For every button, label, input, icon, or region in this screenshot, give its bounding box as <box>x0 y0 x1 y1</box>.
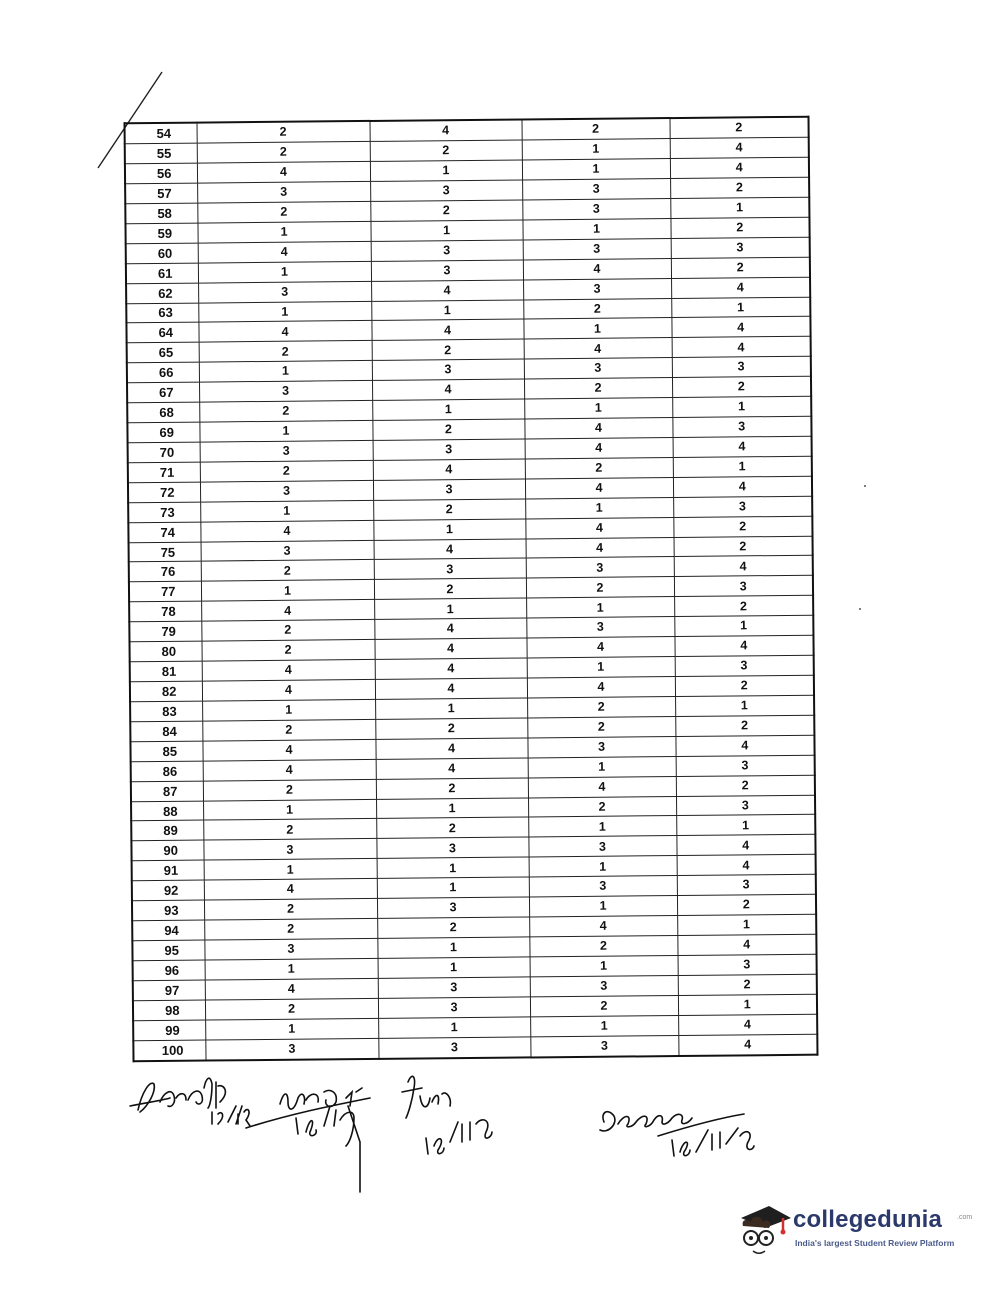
answer-cell: 1 <box>530 1015 678 1036</box>
answer-cell: 3 <box>198 281 371 303</box>
answer-cell: 2 <box>670 217 809 238</box>
answer-cell: 2 <box>530 995 678 1016</box>
answer-cell: 1 <box>677 914 816 935</box>
question-number-cell: 94 <box>132 920 204 941</box>
answer-cell: 3 <box>378 977 530 998</box>
answer-cell: 1 <box>199 420 372 442</box>
answer-cell: 2 <box>674 596 813 617</box>
mascot-graduate-icon <box>735 1196 791 1260</box>
answer-cell: 3 <box>675 655 814 676</box>
answer-cell: 3 <box>199 381 372 403</box>
answer-cell: 4 <box>371 280 523 301</box>
answer-cell: 3 <box>378 997 530 1018</box>
question-number-cell: 97 <box>133 980 205 1001</box>
answer-cell: 3 <box>378 1037 530 1059</box>
answer-cell: 4 <box>523 258 671 279</box>
answer-cell: 4 <box>203 759 376 781</box>
answer-cell: 4 <box>198 241 371 263</box>
answer-cell: 3 <box>672 356 811 377</box>
answer-cell: 1 <box>675 695 814 716</box>
answer-cell: 1 <box>204 859 377 881</box>
answer-cell: 1 <box>377 937 529 958</box>
question-number-cell: 60 <box>126 243 198 264</box>
answer-cell: 3 <box>374 558 526 579</box>
question-number-cell: 86 <box>131 761 203 782</box>
answer-cell: 3 <box>674 576 813 597</box>
answer-cell: 4 <box>374 638 526 659</box>
question-number-cell: 77 <box>129 581 201 602</box>
logo-domain-suffix: .com <box>957 1214 973 1221</box>
answer-cell: 1 <box>530 955 678 976</box>
question-number-cell: 72 <box>128 482 200 503</box>
answer-cell: 3 <box>528 836 676 857</box>
question-number-cell: 100 <box>133 1040 205 1062</box>
answer-cell: 4 <box>671 317 810 338</box>
answer-cell: 4 <box>525 477 673 498</box>
question-number-cell: 55 <box>125 143 197 164</box>
answer-cell: 3 <box>371 260 523 281</box>
answer-cell: 3 <box>530 975 678 996</box>
answer-cell: 1 <box>529 856 677 877</box>
answer-cell: 1 <box>522 139 670 160</box>
answer-cell: 2 <box>675 675 814 696</box>
question-number-cell: 68 <box>127 402 199 423</box>
answer-cell: 1 <box>671 297 810 318</box>
answer-cell: 3 <box>204 938 377 960</box>
answer-cell: 4 <box>374 618 526 639</box>
answer-cell: 2 <box>669 117 808 139</box>
answer-cell: 4 <box>201 600 374 622</box>
answer-cell: 3 <box>523 238 671 259</box>
answer-cell: 2 <box>672 376 811 397</box>
answer-cell: 4 <box>673 436 812 457</box>
answer-cell: 4 <box>676 835 815 856</box>
answer-cell: 2 <box>204 899 377 921</box>
question-number-cell: 93 <box>132 900 204 921</box>
answer-cell: 4 <box>375 658 527 679</box>
signature-2 <box>246 1088 370 1128</box>
answer-cell: 2 <box>527 696 675 717</box>
answer-cell: 2 <box>677 894 816 915</box>
logo-tagline: India's largest Student Review Platform <box>795 1238 955 1248</box>
answer-cell: 2 <box>673 516 812 537</box>
answer-cell: 3 <box>524 358 672 379</box>
answer-cell: 2 <box>370 140 522 161</box>
answer-cell: 3 <box>203 839 376 861</box>
question-number-cell: 90 <box>131 840 203 861</box>
answer-cell: 1 <box>200 500 373 522</box>
answer-cell: 3 <box>523 278 671 299</box>
answer-cell: 2 <box>529 936 677 957</box>
answer-cell: 2 <box>203 819 376 841</box>
answer-cell: 2 <box>201 620 374 642</box>
answer-cell: 4 <box>678 1014 817 1035</box>
answer-cell: 4 <box>525 438 673 459</box>
answer-cell: 4 <box>529 916 677 937</box>
answer-cell: 4 <box>527 677 675 698</box>
question-number-cell: 57 <box>125 183 197 204</box>
answer-cell: 1 <box>371 299 523 320</box>
answer-cell: 4 <box>202 679 375 701</box>
answer-cell: 1 <box>678 994 817 1015</box>
question-number-cell: 80 <box>129 641 201 662</box>
answer-cell: 1 <box>205 958 378 980</box>
question-number-cell: 73 <box>128 502 200 523</box>
answer-cell: 1 <box>670 197 809 218</box>
answer-cell: 4 <box>373 459 525 480</box>
answer-cell: 3 <box>370 180 522 201</box>
signature-1 <box>130 1078 225 1112</box>
answer-cell: 2 <box>370 200 522 221</box>
answer-cell: 4 <box>370 119 522 141</box>
question-number-cell: 75 <box>129 542 201 563</box>
answer-cell: 2 <box>525 457 673 478</box>
answer-cell: 1 <box>522 218 670 239</box>
question-number-cell: 74 <box>128 522 200 543</box>
answer-cell: 1 <box>373 519 525 540</box>
question-number-cell: 70 <box>128 442 200 463</box>
question-number-cell: 67 <box>127 382 199 403</box>
question-number-cell: 63 <box>126 303 198 324</box>
answer-cell: 4 <box>204 879 377 901</box>
answer-cell: 2 <box>373 499 525 520</box>
answer-cell: 3 <box>377 897 529 918</box>
answer-cell: 1 <box>523 318 671 339</box>
answer-cell: 2 <box>377 917 529 938</box>
answer-cell: 2 <box>372 339 524 360</box>
question-number-cell: 82 <box>130 681 202 702</box>
answer-cell: 3 <box>205 1038 378 1061</box>
answer-cell: 1 <box>198 261 371 283</box>
answer-cell: 1 <box>199 361 372 383</box>
answer-cell: 2 <box>526 577 674 598</box>
answer-cell: 1 <box>672 396 811 417</box>
answer-cell: 2 <box>204 918 377 940</box>
question-number-cell: 69 <box>127 422 199 443</box>
handwritten-signatures <box>120 1062 800 1202</box>
answer-cell: 4 <box>375 738 527 759</box>
answer-cell: 2 <box>376 778 528 799</box>
answer-cell: 3 <box>676 795 815 816</box>
answer-cell: 3 <box>530 1035 678 1057</box>
answer-key-table <box>124 116 819 1063</box>
answer-cell: 4 <box>675 735 814 756</box>
signature-4 <box>600 1112 744 1136</box>
answer-cell: 3 <box>522 198 670 219</box>
answer-cell: 3 <box>529 876 677 897</box>
answer-cell: 2 <box>201 640 374 662</box>
answer-cell: 4 <box>673 476 812 497</box>
question-number-cell: 78 <box>129 601 201 622</box>
answer-cell: 4 <box>674 635 813 656</box>
collegedunia-logo <box>735 1196 973 1266</box>
question-number-cell: 61 <box>126 263 198 284</box>
answer-cell: 3 <box>522 179 670 200</box>
answer-cell: 2 <box>676 775 815 796</box>
answer-cell: 1 <box>522 159 670 180</box>
question-number-cell: 83 <box>130 701 202 722</box>
answer-cell: 2 <box>678 974 817 995</box>
answer-cell: 4 <box>198 321 371 343</box>
signature-2-date <box>296 1106 360 1192</box>
answer-cell: 2 <box>528 796 676 817</box>
answer-cell: 4 <box>524 338 672 359</box>
question-number-cell: 88 <box>131 801 203 822</box>
answer-cell: 4 <box>677 934 816 955</box>
answer-cell: 3 <box>526 617 674 638</box>
answer-cell: 3 <box>201 540 374 562</box>
question-number-cell: 84 <box>130 721 202 742</box>
question-number-cell: 58 <box>125 203 197 224</box>
question-number-cell: 96 <box>133 960 205 981</box>
question-number-cell: 71 <box>128 462 200 483</box>
answer-cell: 4 <box>671 277 810 298</box>
answer-cell: 1 <box>377 857 529 878</box>
answer-cell: 1 <box>202 699 375 721</box>
answer-cell: 3 <box>373 439 525 460</box>
signature-4-date <box>672 1128 754 1156</box>
answer-cell: 2 <box>671 257 810 278</box>
answer-cell: 4 <box>205 978 378 1000</box>
answer-cell: 2 <box>375 718 527 739</box>
answer-cell: 4 <box>526 637 674 658</box>
question-number-cell: 65 <box>127 342 199 363</box>
question-number-cell: 62 <box>126 283 198 304</box>
answer-cell: 4 <box>670 157 809 178</box>
answer-cell: 2 <box>524 378 672 399</box>
answer-cell: 1 <box>674 615 813 636</box>
answer-cell: 2 <box>527 716 675 737</box>
answer-cell: 3 <box>526 557 674 578</box>
question-number-cell: 92 <box>132 880 204 901</box>
answer-cell: 4 <box>672 337 811 358</box>
signature-block <box>120 1062 800 1202</box>
answer-cell: 2 <box>523 298 671 319</box>
question-number-cell: 95 <box>132 940 204 961</box>
answer-key-sheet <box>124 116 817 1063</box>
answer-cell: 4 <box>202 660 375 682</box>
answer-cell: 1 <box>376 797 528 818</box>
question-number-cell: 79 <box>129 621 201 642</box>
answer-cell: 4 <box>375 678 527 699</box>
answer-cell: 4 <box>526 537 674 558</box>
answer-cell: 4 <box>670 137 809 158</box>
answer-cell: 1 <box>197 221 370 243</box>
answer-cell: 2 <box>201 560 374 582</box>
question-number-cell: 87 <box>131 781 203 802</box>
answer-cell: 2 <box>374 578 526 599</box>
answer-cell: 2 <box>200 460 373 482</box>
question-number-cell: 85 <box>130 741 202 762</box>
answer-cell: 2 <box>675 715 814 736</box>
answer-cell: 1 <box>526 597 674 618</box>
logo-wordmark: collegedunia <box>793 1206 943 1233</box>
answer-cell: 1 <box>370 160 522 181</box>
answer-cell: 3 <box>678 954 817 975</box>
answer-cell: 2 <box>205 998 378 1020</box>
question-number-cell: 54 <box>125 123 197 144</box>
answer-cell: 2 <box>674 536 813 557</box>
question-number-cell: 64 <box>126 323 198 344</box>
answer-cell: 1 <box>201 580 374 602</box>
question-number-cell: 89 <box>131 821 203 842</box>
answer-cell: 2 <box>376 817 528 838</box>
answer-cell: 3 <box>671 237 810 258</box>
answer-cell: 2 <box>372 419 524 440</box>
question-number-cell: 81 <box>130 661 202 682</box>
question-number-cell: 99 <box>133 1020 205 1041</box>
answer-cell: 1 <box>529 896 677 917</box>
signature-1-date <box>212 1106 250 1126</box>
answer-cell: 2 <box>197 142 370 164</box>
signature-3-date <box>426 1120 492 1154</box>
answer-cell: 4 <box>674 556 813 577</box>
question-number-cell: 56 <box>125 163 197 184</box>
answer-cell: 2 <box>199 341 372 363</box>
answer-cell: 4 <box>678 1034 817 1056</box>
answer-cell: 2 <box>521 118 669 140</box>
answer-cell: 1 <box>524 398 672 419</box>
answer-cell: 1 <box>198 301 371 323</box>
answer-cell: 4 <box>376 758 528 779</box>
question-number-cell: 91 <box>132 860 204 881</box>
answer-cell: 3 <box>197 181 370 203</box>
answer-cell: 2 <box>203 779 376 801</box>
answer-cell: 3 <box>373 479 525 500</box>
answer-cell: 1 <box>374 598 526 619</box>
answer-cell: 1 <box>377 877 529 898</box>
answer-cell: 1 <box>525 497 673 518</box>
question-number-cell: 98 <box>133 1000 205 1021</box>
answer-cell: 1 <box>673 456 812 477</box>
answer-cell: 4 <box>202 739 375 761</box>
answer-cell: 3 <box>200 440 373 462</box>
question-number-cell: 59 <box>125 223 197 244</box>
answer-cell: 4 <box>200 520 373 542</box>
answer-cell: 2 <box>670 177 809 198</box>
answer-cell: 3 <box>527 736 675 757</box>
answer-cell: 4 <box>528 776 676 797</box>
answer-cell: 2 <box>202 719 375 741</box>
answer-cell: 4 <box>524 418 672 439</box>
answer-cell: 1 <box>527 657 675 678</box>
answer-cell: 2 <box>199 401 372 423</box>
signature-3 <box>402 1076 450 1118</box>
answer-cell: 4 <box>677 855 816 876</box>
answer-cell: 1 <box>378 957 530 978</box>
answer-cell: 1 <box>375 698 527 719</box>
question-number-cell: 66 <box>127 362 199 383</box>
answer-cell: 4 <box>372 379 524 400</box>
answer-cell: 3 <box>376 837 528 858</box>
answer-cell: 1 <box>205 1018 378 1040</box>
answer-cell: 4 <box>374 539 526 560</box>
answer-cell: 4 <box>371 319 523 340</box>
answer-cell: 1 <box>378 1017 530 1038</box>
answer-cell: 3 <box>676 755 815 776</box>
answer-cell: 3 <box>672 416 811 437</box>
answer-cell: 1 <box>676 815 815 836</box>
answer-cell: 1 <box>528 756 676 777</box>
answer-cell: 2 <box>197 201 370 223</box>
answer-cell: 4 <box>525 517 673 538</box>
answer-cell: 2 <box>197 121 370 143</box>
answer-cell: 1 <box>528 816 676 837</box>
answer-cell: 1 <box>372 399 524 420</box>
answer-cell: 1 <box>203 799 376 821</box>
question-number-cell: 76 <box>129 562 201 583</box>
answer-cell: 3 <box>372 359 524 380</box>
answer-cell: 3 <box>371 240 523 261</box>
answer-cell: 3 <box>673 496 812 517</box>
answer-cell: 4 <box>197 161 370 183</box>
answer-cell: 3 <box>200 480 373 502</box>
answer-cell: 1 <box>370 220 522 241</box>
answer-rows <box>125 117 818 1062</box>
answer-cell: 3 <box>677 874 816 895</box>
